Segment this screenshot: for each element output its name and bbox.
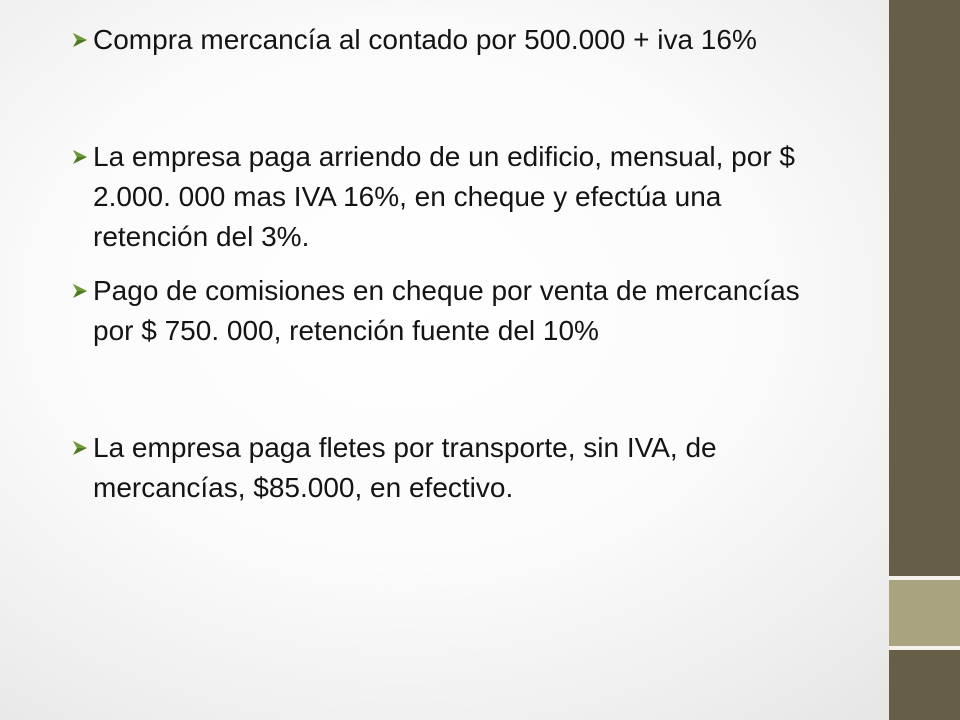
bullet-text: Pago de comisiones en cheque por venta de mercancías por $ 750. 000, retención fuente del 10% — [93, 275, 800, 346]
arrowhead-bullet-icon — [72, 32, 88, 48]
bullet-item — [72, 20, 842, 60]
arrowhead-bullet-icon — [72, 149, 88, 165]
decorative-sidebar — [889, 0, 960, 720]
arrowhead-bullet-icon — [72, 283, 88, 299]
bullet-text: Compra mercancía al contado por 500.000 + iva 16% — [93, 24, 757, 55]
bullet-item — [72, 137, 842, 257]
bullet-item — [72, 271, 842, 351]
sidebar-block-bottom — [889, 650, 960, 720]
bullet-text: La empresa paga fletes por transporte, sin IVA, de mercancías, $85.000, en efectivo. — [93, 432, 717, 503]
bullet-item — [72, 428, 842, 508]
sidebar-block-middle — [889, 580, 960, 646]
bullet-text: La empresa paga arriendo de un edificio, mensual, por $ 2.000. 000 mas IVA 16%, en cheque y efectúa una retención del 3%. — [93, 141, 795, 252]
sidebar-block-top — [889, 0, 960, 576]
bullet-list — [72, 20, 842, 508]
arrowhead-bullet-icon — [72, 440, 88, 456]
